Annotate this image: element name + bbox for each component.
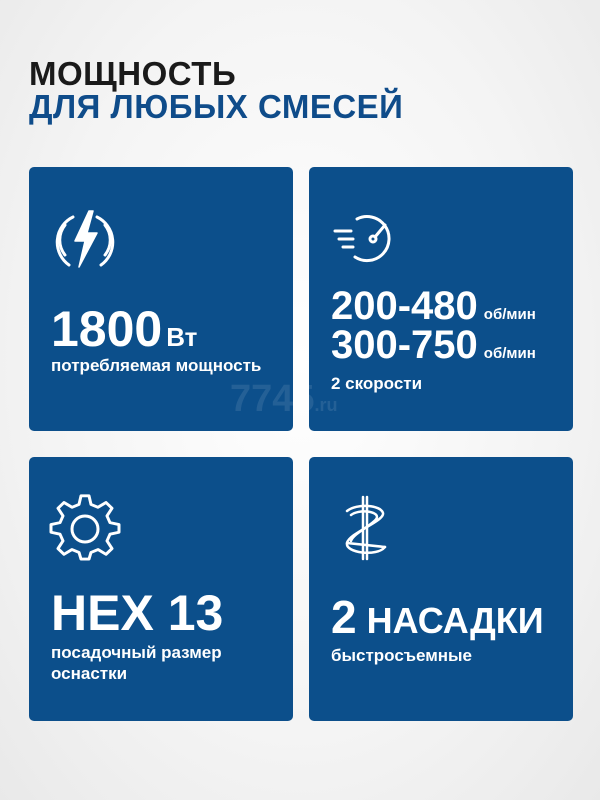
headline-line-2: ДЛЯ ЛЮБЫХ СМЕСЕЙ: [29, 88, 404, 125]
speed-range-1-value: 200-480: [331, 284, 478, 328]
speed-range-2-value: 300-750: [331, 323, 478, 367]
nozzles-value: [331, 591, 544, 647]
nozzles-caption: быстросъемные: [331, 646, 473, 665]
power-caption: потребляемая мощность: [51, 356, 262, 375]
speed-caption: 2 скорости: [331, 374, 423, 393]
nozzles-label: НАСАДКИ: [366, 600, 544, 641]
mixer-paddle-icon: [329, 493, 401, 565]
power-unit: Вт: [166, 322, 198, 352]
nozzles-count: 2: [331, 591, 357, 643]
headline-line-1: МОЩНОСТЬ: [29, 55, 237, 92]
power-number: 1800: [51, 301, 163, 357]
speed-card: [309, 167, 573, 431]
gear-icon: [49, 493, 121, 565]
hex-value: HEX 13: [51, 585, 224, 641]
power-card: [29, 167, 293, 431]
lightning-bolt-icon: [49, 203, 121, 275]
speed-range-2: [331, 324, 536, 375]
hex-card: [29, 457, 293, 721]
speed-range-2-unit: об/мин: [483, 345, 536, 362]
speed-range-1-unit: об/мин: [483, 306, 536, 323]
speedometer-icon: [329, 203, 401, 275]
hex-caption: посадочный размер оснастки: [51, 643, 222, 683]
power-value: [51, 303, 197, 363]
nozzles-card: [309, 457, 573, 721]
